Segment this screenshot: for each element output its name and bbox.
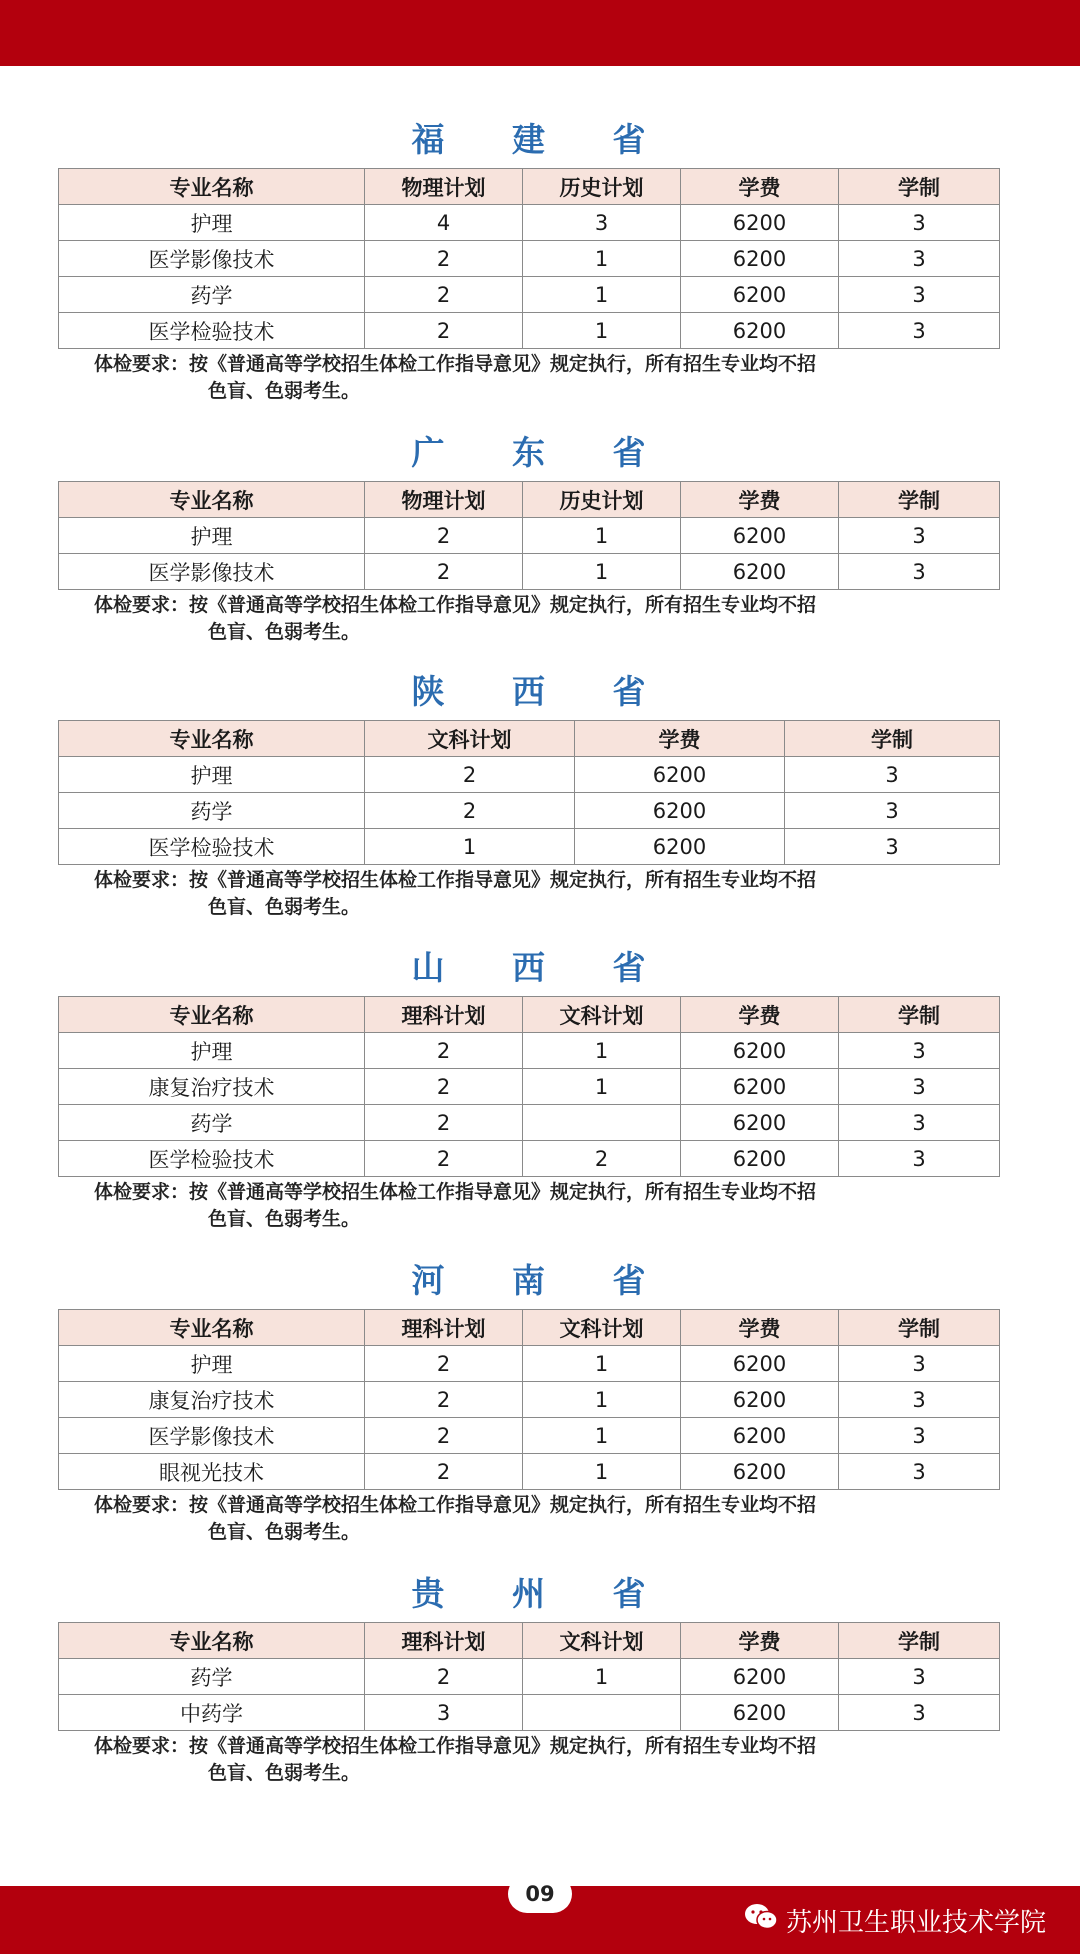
health-requirement-note: [58, 1179, 999, 1233]
table-row: [59, 1033, 1000, 1069]
table-cell: 医学检验技术: [59, 1141, 365, 1177]
header-cell: 学制: [839, 997, 1000, 1033]
table-cell: 2: [365, 1033, 523, 1069]
table-cell: 3: [785, 793, 1000, 829]
table-cell: [523, 1105, 681, 1141]
table-cell: 1: [523, 1382, 681, 1418]
table-cell: 康复治疗技术: [59, 1382, 365, 1418]
table-cell: 医学影像技术: [59, 554, 365, 590]
table-cell: 6200: [575, 793, 785, 829]
table-cell: 1: [523, 1454, 681, 1490]
note-line-2: 色盲、色弱考生。: [208, 621, 361, 643]
note-line-1: 体检要求：按《普通高等学校招生体检工作指导意见》规定执行，所有招生专业均不招: [94, 1735, 817, 1757]
table-cell: 医学检验技术: [59, 313, 365, 349]
health-requirement-note: [58, 1492, 999, 1546]
table-cell: 3: [839, 313, 1000, 349]
table-row: [59, 1382, 1000, 1418]
table-row: [59, 1695, 1000, 1731]
health-requirement-note: [58, 351, 999, 405]
plan-table: [58, 1622, 1000, 1731]
table-cell: 6200: [681, 1659, 839, 1695]
table-cell: 3: [839, 1382, 1000, 1418]
section-shaanxi: [58, 672, 999, 921]
table-cell: [523, 1695, 681, 1731]
table-cell: 2: [365, 1659, 523, 1695]
header-cell: 文科计划: [523, 1623, 681, 1659]
plan-table: [58, 481, 1000, 590]
brand-name: 苏州卫生职业技术学院: [785, 1907, 1046, 1938]
table-cell: 护理: [59, 205, 365, 241]
table-cell: 3: [839, 1346, 1000, 1382]
table-cell: 6200: [681, 1346, 839, 1382]
table-cell: 护理: [59, 1346, 365, 1382]
section-shanxi: [58, 948, 999, 1233]
header-cell: 学费: [575, 721, 785, 757]
table-cell: 康复治疗技术: [59, 1069, 365, 1105]
table-row: [59, 241, 1000, 277]
table-cell: 3: [839, 1418, 1000, 1454]
table-cell: 2: [365, 1418, 523, 1454]
header-cell: 学制: [839, 482, 1000, 518]
table-cell: 1: [523, 313, 681, 349]
section-guizhou: [58, 1574, 999, 1787]
header-cell: 学费: [681, 482, 839, 518]
table-cell: 医学影像技术: [59, 241, 365, 277]
header-cell: 专业名称: [59, 721, 365, 757]
table-row: [59, 1418, 1000, 1454]
table-cell: 2: [365, 313, 523, 349]
table-cell: 1: [523, 554, 681, 590]
table-cell: 眼视光技术: [59, 1454, 365, 1490]
table-cell: 6200: [681, 1033, 839, 1069]
table-cell: 6200: [575, 757, 785, 793]
table-cell: 医学检验技术: [59, 829, 365, 865]
table-cell: 3: [839, 1454, 1000, 1490]
table-cell: 1: [523, 241, 681, 277]
table-cell: 3: [839, 554, 1000, 590]
health-requirement-note: [58, 592, 999, 646]
section-guangdong: [58, 433, 999, 646]
table-cell: 药学: [59, 277, 365, 313]
header-cell: 学费: [681, 1310, 839, 1346]
table-header-row: [59, 1310, 1000, 1346]
note-line-1: 体检要求：按《普通高等学校招生体检工作指导意见》规定执行，所有招生专业均不招: [94, 594, 817, 616]
table-header-row: [59, 997, 1000, 1033]
header-cell: 学费: [681, 997, 839, 1033]
table-cell: 6200: [575, 829, 785, 865]
table-cell: 4: [365, 205, 523, 241]
header-cell: 学费: [681, 169, 839, 205]
table-cell: 中药学: [59, 1695, 365, 1731]
table-cell: 3: [839, 1069, 1000, 1105]
header-cell: 专业名称: [59, 997, 365, 1033]
header-cell: 物理计划: [365, 169, 523, 205]
table-cell: 6200: [681, 1069, 839, 1105]
table-cell: 1: [523, 1418, 681, 1454]
table-header-row: [59, 482, 1000, 518]
note-line-1: 体检要求：按《普通高等学校招生体检工作指导意见》规定执行，所有招生专业均不招: [94, 353, 817, 375]
section-title: 广 东 省: [411, 433, 674, 472]
table-cell: 3: [523, 205, 681, 241]
note-line-2: 色盲、色弱考生。: [208, 896, 361, 918]
section-title: 贵 州 省: [411, 1574, 674, 1613]
table-cell: 3: [839, 1105, 1000, 1141]
table-row: [59, 1069, 1000, 1105]
table-cell: 1: [523, 1069, 681, 1105]
header-cell: 专业名称: [59, 1310, 365, 1346]
plan-table: [58, 996, 1000, 1177]
table-cell: 3: [839, 277, 1000, 313]
table-cell: 2: [365, 1454, 523, 1490]
table-cell: 1: [523, 1346, 681, 1382]
section-title: 河 南 省: [411, 1261, 674, 1300]
table-cell: 2: [365, 241, 523, 277]
table-row: [59, 1659, 1000, 1695]
table-cell: 2: [365, 1069, 523, 1105]
plan-table: [58, 168, 1000, 349]
table-cell: 护理: [59, 757, 365, 793]
table-cell: 1: [365, 829, 575, 865]
table-cell: 2: [365, 277, 523, 313]
table-row: [59, 829, 1000, 865]
section-title: 山 西 省: [411, 948, 674, 987]
table-cell: 6200: [681, 1418, 839, 1454]
note-line-1: 体检要求：按《普通高等学校招生体检工作指导意见》规定执行，所有招生专业均不招: [94, 1181, 817, 1203]
header-cell: 理科计划: [365, 1623, 523, 1659]
table-header-row: [59, 169, 1000, 205]
table-cell: 2: [365, 757, 575, 793]
health-requirement-note: [58, 1733, 999, 1787]
section-title: 陕 西 省: [411, 672, 674, 711]
note-line-2: 色盲、色弱考生。: [208, 1208, 361, 1230]
table-cell: 1: [523, 1033, 681, 1069]
table-cell: 3: [839, 205, 1000, 241]
table-row: [59, 1105, 1000, 1141]
table-cell: 6200: [681, 313, 839, 349]
table-cell: 6200: [681, 1382, 839, 1418]
header-cell: 文科计划: [523, 997, 681, 1033]
table-cell: 3: [785, 829, 1000, 865]
table-cell: 6200: [681, 1105, 839, 1141]
table-cell: 3: [839, 1695, 1000, 1731]
footer-brand: [744, 1886, 1046, 1954]
table-row: [59, 518, 1000, 554]
table-row: [59, 757, 1000, 793]
table-row: [59, 1141, 1000, 1177]
table-cell: 3: [839, 1033, 1000, 1069]
table-cell: 6200: [681, 1141, 839, 1177]
table-row: [59, 554, 1000, 590]
table-cell: 1: [523, 518, 681, 554]
header-cell: 专业名称: [59, 482, 365, 518]
table-row: [59, 205, 1000, 241]
table-header-row: [59, 1623, 1000, 1659]
table-cell: 2: [365, 1346, 523, 1382]
note-line-2: 色盲、色弱考生。: [208, 1762, 361, 1784]
table-cell: 3: [785, 757, 1000, 793]
note-line-2: 色盲、色弱考生。: [208, 380, 361, 402]
header-cell: 物理计划: [365, 482, 523, 518]
section-henan: [58, 1261, 999, 1546]
header-cell: 学制: [785, 721, 1000, 757]
table-header-row: [59, 721, 1000, 757]
table-cell: 1: [523, 1659, 681, 1695]
table-cell: 6200: [681, 241, 839, 277]
table-cell: 6200: [681, 277, 839, 313]
table-cell: 6200: [681, 205, 839, 241]
table-cell: 药学: [59, 1105, 365, 1141]
header-cell: 学费: [681, 1623, 839, 1659]
header-cell: 学制: [839, 169, 1000, 205]
table-cell: 3: [839, 1141, 1000, 1177]
table-row: [59, 793, 1000, 829]
table-cell: 2: [365, 518, 523, 554]
table-cell: 药学: [59, 793, 365, 829]
table-cell: 3: [839, 1659, 1000, 1695]
plan-table: [58, 1309, 1000, 1490]
top-banner: [0, 0, 1080, 66]
table-row: [59, 277, 1000, 313]
table-cell: 6200: [681, 518, 839, 554]
table-cell: 6200: [681, 1695, 839, 1731]
table-cell: 6200: [681, 554, 839, 590]
health-requirement-note: [58, 867, 999, 921]
header-cell: 专业名称: [59, 169, 365, 205]
table-cell: 3: [839, 518, 1000, 554]
table-cell: 药学: [59, 1659, 365, 1695]
plan-table: [58, 720, 1000, 865]
header-cell: 文科计划: [365, 721, 575, 757]
table-cell: 护理: [59, 518, 365, 554]
table-cell: 3: [839, 241, 1000, 277]
header-cell: 历史计划: [523, 482, 681, 518]
section-fujian: [58, 120, 999, 405]
header-cell: 文科计划: [523, 1310, 681, 1346]
table-row: [59, 1454, 1000, 1490]
page-number: 09: [508, 1875, 572, 1913]
wechat-icon: [744, 1902, 778, 1939]
header-cell: 学制: [839, 1310, 1000, 1346]
header-cell: 理科计划: [365, 1310, 523, 1346]
note-line-2: 色盲、色弱考生。: [208, 1521, 361, 1543]
note-line-1: 体检要求：按《普通高等学校招生体检工作指导意见》规定执行，所有招生专业均不招: [94, 869, 817, 891]
header-cell: 学制: [839, 1623, 1000, 1659]
header-cell: 专业名称: [59, 1623, 365, 1659]
table-cell: 2: [365, 554, 523, 590]
table-row: [59, 1346, 1000, 1382]
note-line-1: 体检要求：按《普通高等学校招生体检工作指导意见》规定执行，所有招生专业均不招: [94, 1494, 817, 1516]
table-cell: 6200: [681, 1454, 839, 1490]
table-cell: 2: [523, 1141, 681, 1177]
table-cell: 2: [365, 1141, 523, 1177]
table-cell: 医学影像技术: [59, 1418, 365, 1454]
table-cell: 2: [365, 1105, 523, 1141]
table-cell: 2: [365, 1382, 523, 1418]
header-cell: 历史计划: [523, 169, 681, 205]
section-title: 福 建 省: [411, 120, 674, 159]
header-cell: 理科计划: [365, 997, 523, 1033]
table-cell: 3: [365, 1695, 523, 1731]
table-cell: 2: [365, 793, 575, 829]
table-cell: 1: [523, 277, 681, 313]
table-cell: 护理: [59, 1033, 365, 1069]
table-row: [59, 313, 1000, 349]
